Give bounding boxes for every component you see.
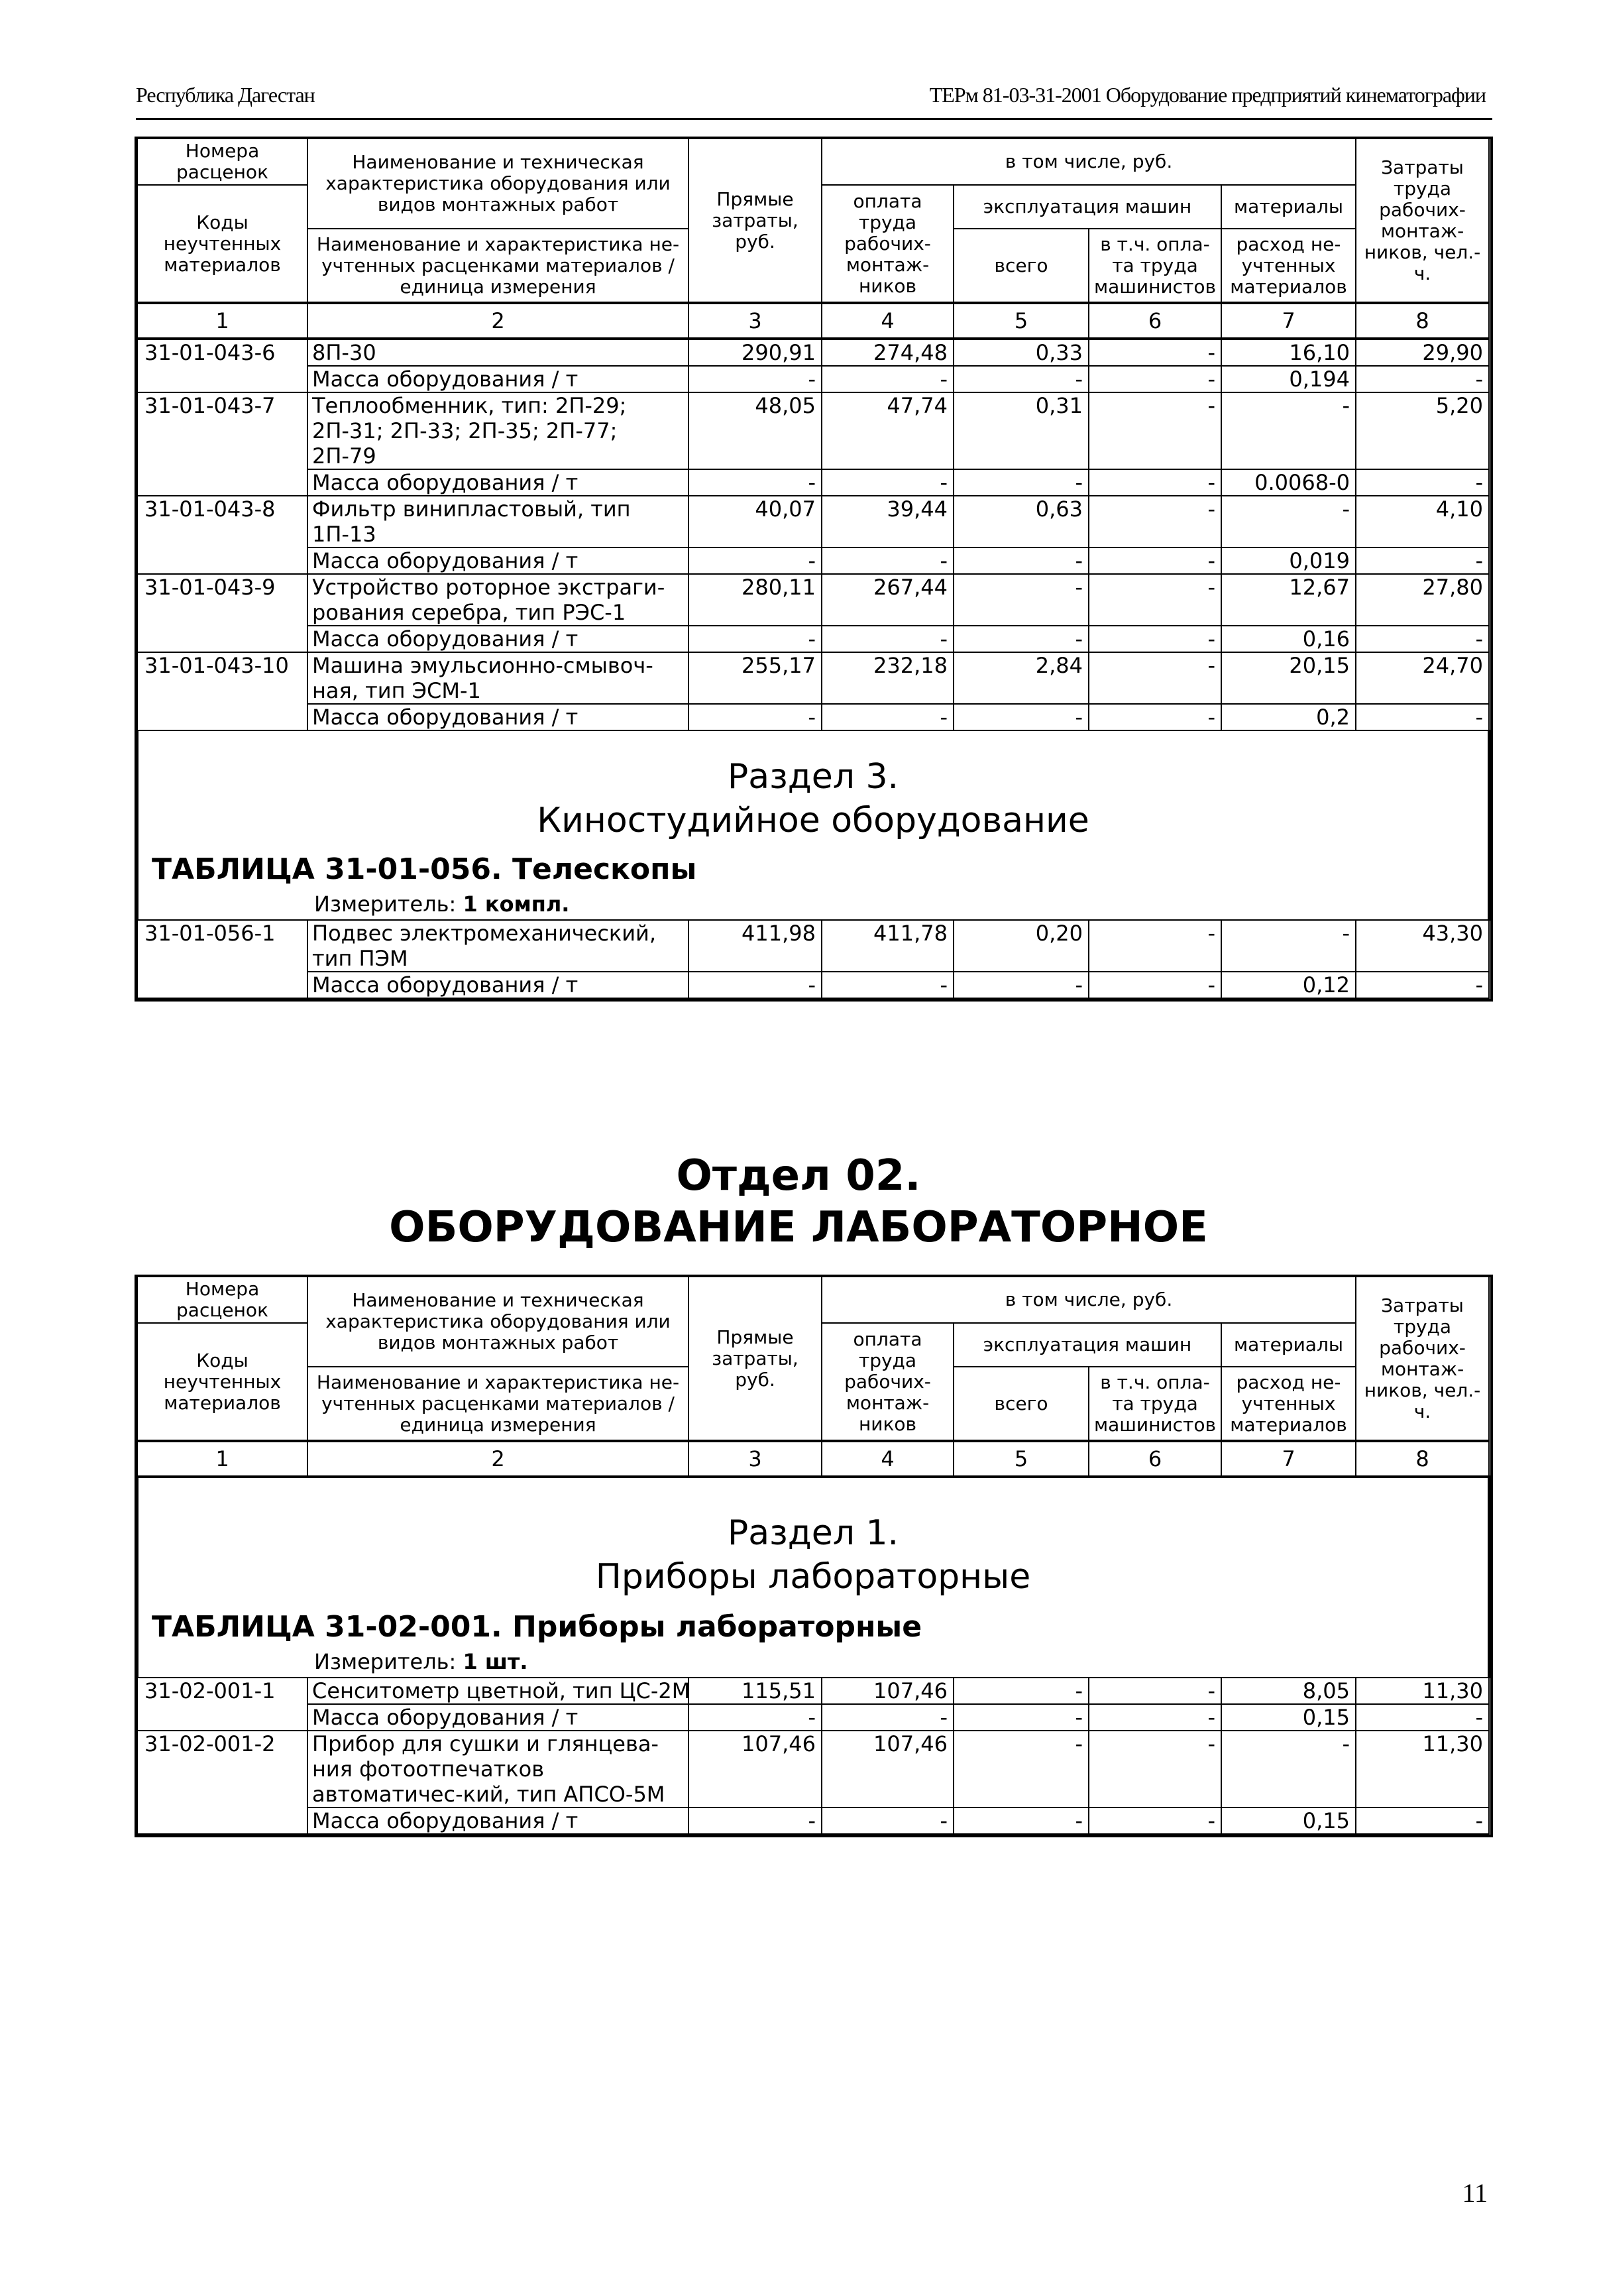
section-heading-row [137,1477,1489,1678]
table-row [137,920,1489,972]
col-name-header: Наименование и техническая характеристика оборудования или видов монтажных работ [307,139,688,229]
sub-name: Масса оборудования / т [307,704,688,730]
machines-total: 0,31 [954,392,1089,469]
sub-machinist-wage: - [1089,704,1221,730]
table-row [137,1678,1489,1704]
col-machines-header: эксплуатация машин [954,185,1221,229]
labor: 11,30 [1356,1731,1489,1808]
col-number-2: 2 [307,1441,688,1477]
machines-total: - [954,1678,1089,1704]
table-title: ТАБЛИЦА 31-01-056. Телескопы [152,852,697,886]
col-rate-numbers-header: Номера расценок [137,1277,307,1323]
sub-machines: - [954,1704,1089,1731]
sub-materials: 0,019 [1221,547,1356,574]
item-name: Фильтр винипластовый, тип 1П-13 [307,496,688,547]
col-number-4: 4 [822,303,954,339]
direct-costs: 411,98 [688,920,822,972]
sub-name: Масса оборудования / т [307,1704,688,1731]
sub-name: Масса оборудования / т [307,626,688,652]
rate-code: 31-02-001-1 [137,1678,307,1731]
table-title: ТАБЛИЦА 31-02-001. Приборы лабораторные [152,1610,922,1644]
item-name: Прибор для сушки и глянцева-ния фотоотпечатков автоматичес-кий, тип АПСО-5М [307,1731,688,1808]
sub-machines: - [954,626,1089,652]
col-group-header: в том числе, руб. [822,139,1356,185]
table-row [137,652,1489,704]
col-material-consumption-header: расход не-учтенных материалов [1221,229,1356,303]
sub-direct: - [688,1704,822,1731]
materials: - [1221,496,1356,547]
sub-machines: - [954,704,1089,730]
sub-labor: - [1356,972,1489,998]
table-row [137,496,1489,547]
sub-labor: - [1356,704,1489,730]
sub-materials: 0,2 [1221,704,1356,730]
sub-machines: - [954,1808,1089,1834]
item-name: Теплообменник, тип: 2П-29; 2П-31; 2П-33; 2П-35; 2П-77; 2П-79 [307,392,688,469]
sub-direct: - [688,626,822,652]
direct-costs: 40,07 [688,496,822,547]
sub-wage: - [822,1704,954,1731]
table-row [137,1731,1489,1808]
sub-labor: - [1356,547,1489,574]
header-region: Республика Дагестан [136,83,315,107]
rate-code: 31-01-043-6 [137,339,307,392]
col-number-4: 4 [822,1441,954,1477]
materials: 12,67 [1221,574,1356,626]
direct-costs: 280,11 [688,574,822,626]
direct-costs: 290,91 [688,339,822,366]
rate-code: 31-02-001-2 [137,1731,307,1834]
col-wage-header: оплата труда рабочих-монтаж-ников [822,185,954,303]
machines-total: - [954,574,1089,626]
item-name: 8П-30 [307,339,688,366]
col-number-2: 2 [307,303,688,339]
sub-machines: - [954,366,1089,392]
materials: - [1221,1731,1356,1808]
measure-unit: Измеритель: 1 шт. [314,1649,528,1674]
rate-code: 31-01-043-9 [137,574,307,652]
wage: 232,18 [822,652,954,704]
sub-name: Масса оборудования / т [307,972,688,998]
rate-code: 31-01-056-1 [137,920,307,998]
sub-materials: 0,12 [1221,972,1356,998]
labor: 43,30 [1356,920,1489,972]
col-labor-header: Затраты труда рабочих-монтаж-ников, чел.-ч. [1356,1277,1489,1441]
col-labor-header: Затраты труда рабочих-монтаж-ников, чел.-ч. [1356,139,1489,303]
sub-materials: 0,16 [1221,626,1356,652]
wage: 267,44 [822,574,954,626]
col-number-7: 7 [1221,303,1356,339]
sub-materials: 0,194 [1221,366,1356,392]
sub-materials: 0,15 [1221,1808,1356,1834]
labor: 5,20 [1356,392,1489,469]
table-row [137,574,1489,626]
sub-labor: - [1356,469,1489,496]
sub-labor: - [1356,626,1489,652]
table-row [137,339,1489,366]
labor: 27,80 [1356,574,1489,626]
direct-costs: 115,51 [688,1678,822,1704]
header-document-code: ТЕРм 81-03-31-2001 Оборудование предприятий кинематографии [929,83,1486,107]
sub-direct: - [688,704,822,730]
sub-direct: - [688,366,822,392]
col-material-consumption-header: расход не-учтенных материалов [1221,1367,1356,1441]
direct-costs: 107,46 [688,1731,822,1808]
col-number-6: 6 [1089,303,1221,339]
wage: 39,44 [822,496,954,547]
col-machines-total-header: всего [954,1367,1089,1441]
sub-machines: - [954,469,1089,496]
machines-total: - [954,1731,1089,1808]
col-material-name-header: Наименование и характеристика не-учтенных расценками материалов / единица измерения [307,229,688,303]
sub-direct: - [688,972,822,998]
materials: - [1221,392,1356,469]
wage: 411,78 [822,920,954,972]
sub-machinist-wage: - [1089,1704,1221,1731]
sub-materials: 0,15 [1221,1704,1356,1731]
sub-direct: - [688,1808,822,1834]
col-material-name-header: Наименование и характеристика не-учтенных расценками материалов / единица измерения [307,1367,688,1441]
machines-total: 0,63 [954,496,1089,547]
machinist-wage: - [1089,1731,1221,1808]
machines-total: 0,33 [954,339,1089,366]
sub-labor: - [1356,366,1489,392]
materials: 20,15 [1221,652,1356,704]
materials: - [1221,920,1356,972]
header-rule [136,118,1492,120]
col-material-codes-header: Коды неучтенных материалов [137,185,307,303]
machinist-wage: - [1089,920,1221,972]
sub-name: Масса оборудования / т [307,547,688,574]
table-header [137,1277,1489,1477]
col-wage-header: оплата труда рабочих-монтаж-ников [822,1323,954,1441]
machinist-wage: - [1089,339,1221,366]
table-subrow [137,626,1489,652]
rate-code: 31-01-043-7 [137,392,307,496]
sub-wage: - [822,626,954,652]
sub-name: Масса оборудования / т [307,1808,688,1834]
machinist-wage: - [1089,652,1221,704]
col-machinist-wage-header: в т.ч. опла-та труда машинистов [1089,1367,1221,1441]
col-machines-total-header: всего [954,229,1089,303]
page-number: 11 [1462,2178,1488,2208]
col-group-header: в том числе, руб. [822,1277,1356,1323]
item-name: Подвес электромеханический, тип ПЭМ [307,920,688,972]
sub-machinist-wage: - [1089,547,1221,574]
sub-machinist-wage: - [1089,626,1221,652]
labor: 24,70 [1356,652,1489,704]
col-number-7: 7 [1221,1441,1356,1477]
rates-table-1 [136,138,1490,999]
col-number-8: 8 [1356,1441,1489,1477]
machinist-wage: - [1089,574,1221,626]
wage: 47,74 [822,392,954,469]
sub-machines: - [954,972,1089,998]
sub-machinist-wage: - [1089,366,1221,392]
materials: 8,05 [1221,1678,1356,1704]
col-direct-costs-header: Прямые затраты, руб. [688,139,822,303]
sub-wage: - [822,469,954,496]
col-materials-header: материалы [1221,185,1356,229]
direct-costs: 48,05 [688,392,822,469]
sub-wage: - [822,972,954,998]
sub-labor: - [1356,1704,1489,1731]
sub-machinist-wage: - [1089,1808,1221,1834]
machinist-wage: - [1089,496,1221,547]
sub-wage: - [822,547,954,574]
col-direct-costs-header: Прямые затраты, руб. [688,1277,822,1441]
rate-code: 31-01-043-10 [137,652,307,730]
sub-name: Масса оборудования / т [307,469,688,496]
rate-code: 31-01-043-8 [137,496,307,574]
sub-name: Масса оборудования / т [307,366,688,392]
table-header [137,139,1489,339]
sub-labor: - [1356,1808,1489,1834]
item-name: Устройство роторное экстраги-рования серебра, тип РЭС-1 [307,574,688,626]
sub-wage: - [822,704,954,730]
item-name: Сенситометр цветной, тип ЦС-2М [307,1678,688,1704]
col-number-3: 3 [688,1441,822,1477]
machinist-wage: - [1089,1678,1221,1704]
sub-machinist-wage: - [1089,469,1221,496]
section-title: Раздел 3. Киностудийное оборудование [537,757,1089,840]
col-material-codes-header: Коды неучтенных материалов [137,1323,307,1441]
table-body [137,339,1489,998]
table-subrow [137,366,1489,392]
col-rate-numbers-header: Номера расценок [137,139,307,185]
col-number-5: 5 [954,1441,1089,1477]
section-title: Раздел 1. Приборы лабораторные [595,1513,1031,1597]
sub-machines: - [954,547,1089,574]
table-subrow [137,972,1489,998]
table-body [137,1477,1489,1834]
direct-costs: 255,17 [688,652,822,704]
sub-wage: - [822,1808,954,1834]
machines-total: 0,20 [954,920,1089,972]
table-subrow [137,704,1489,730]
measure-unit: Измеритель: 1 компл. [314,891,570,917]
table-subrow [137,469,1489,496]
section-heading-row [137,730,1489,920]
col-machinist-wage-header: в т.ч. опла-та труда машинистов [1089,229,1221,303]
labor: 29,90 [1356,339,1489,366]
table-row [137,392,1489,469]
labor: 4,10 [1356,496,1489,547]
table-subrow [137,1808,1489,1834]
sub-wage: - [822,366,954,392]
materials: 16,10 [1221,339,1356,366]
col-number-3: 3 [688,303,822,339]
item-name: Машина эмульсионно-смывоч-ная, тип ЭСМ-1 [307,652,688,704]
col-materials-header: материалы [1221,1323,1356,1367]
col-number-1: 1 [137,1441,307,1477]
wage: 107,46 [822,1678,954,1704]
col-number-8: 8 [1356,303,1489,339]
machines-total: 2,84 [954,652,1089,704]
machinist-wage: - [1089,392,1221,469]
table-subrow [137,1704,1489,1731]
col-name-header: Наименование и техническая характеристика оборудования или видов монтажных работ [307,1277,688,1367]
col-number-5: 5 [954,303,1089,339]
sub-materials: 0.0068-0 [1221,469,1356,496]
wage: 274,48 [822,339,954,366]
sub-direct: - [688,469,822,496]
table-subrow [137,547,1489,574]
rates-table-2 [136,1276,1490,1835]
col-number-6: 6 [1089,1441,1221,1477]
sub-machinist-wage: - [1089,972,1221,998]
col-number-1: 1 [137,303,307,339]
department-title: Отдел 02. ОБОРУДОВАНИЕ ЛАБОРАТОРНОЕ [389,1151,1208,1252]
col-machines-header: эксплуатация машин [954,1323,1221,1367]
labor: 11,30 [1356,1678,1489,1704]
sub-direct: - [688,547,822,574]
wage: 107,46 [822,1731,954,1808]
